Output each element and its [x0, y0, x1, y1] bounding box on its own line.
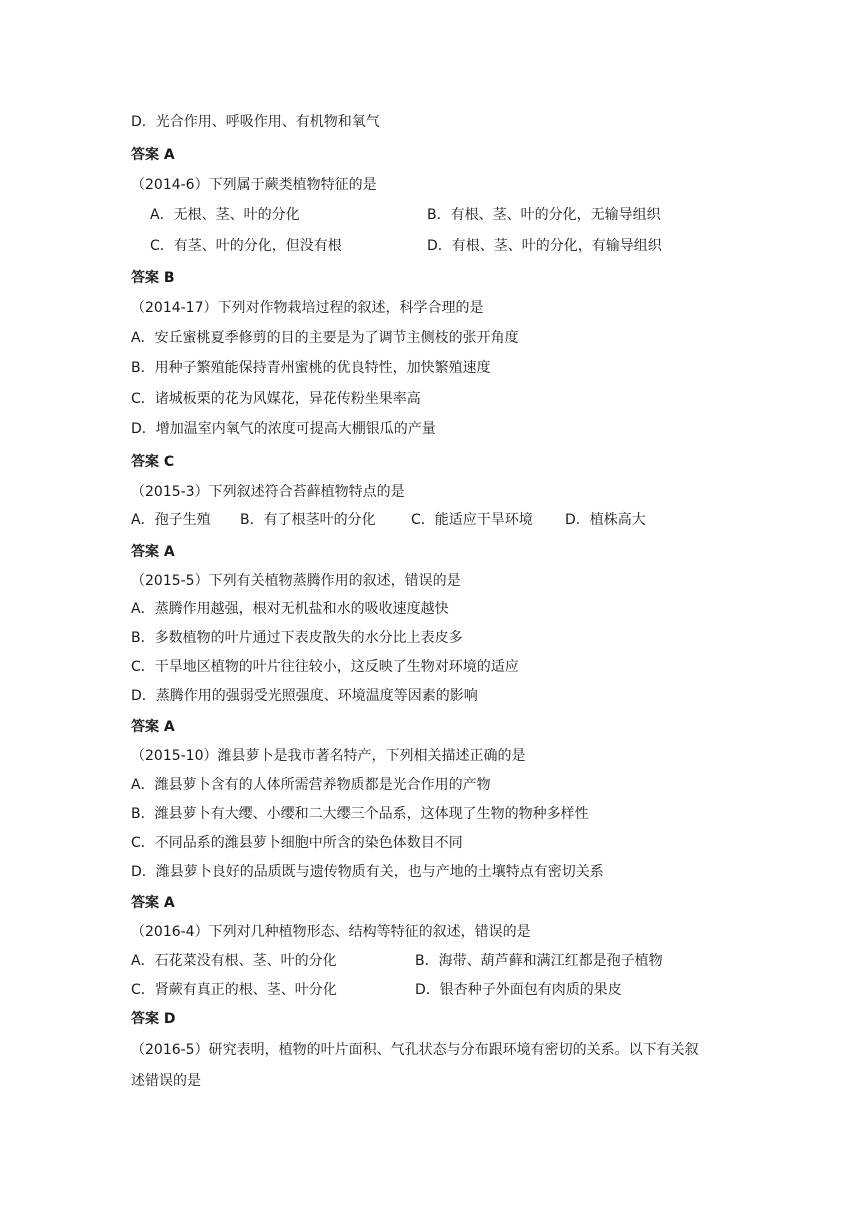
option-b: B．有根、茎、叶的分化，无输导组织 [427, 207, 661, 223]
option-b: B．用种子繁殖能保持青州蜜桃的优良特性，加快繁殖速度 [131, 360, 491, 376]
question-stem-continued: 述错误的是 [131, 1073, 201, 1089]
option-row [131, 951, 711, 971]
option-d: D．有根、茎、叶的分化，有输导组织 [427, 238, 662, 254]
option-row [131, 510, 691, 530]
option-d: D．增加温室内氧气的浓度可提高大棚银瓜的产量 [131, 421, 436, 437]
option-c: C．肾蕨有真正的根、茎、叶分化 [131, 982, 337, 998]
question-stem: （2014-6）下列属于蕨类植物特征的是 [131, 177, 377, 193]
question-stem: （2016-4）下列对几种植物形态、结构等特征的叙述，错误的是 [131, 924, 531, 940]
option-b: B．海带、葫芦藓和满江红都是孢子植物 [415, 953, 663, 969]
answer-line: 答案 A [131, 147, 175, 163]
option-c: C．不同品系的潍县萝卜细胞中所含的染色体数目不同 [131, 835, 463, 851]
question-stem: （2014-17）下列对作物栽培过程的叙述，科学合理的是 [131, 300, 484, 316]
option-c: C．能适应干旱环境 [411, 512, 533, 528]
option-a: A．石花菜没有根、茎、叶的分化 [131, 953, 337, 969]
answer-line: 答案 A [131, 895, 175, 911]
question-stem: （2015-5）下列有关植物蒸腾作用的叙述，错误的是 [131, 573, 461, 589]
option-a: A．无根、茎、叶的分化 [150, 207, 300, 223]
option-a: A．孢子生殖 [131, 512, 211, 528]
question-stem: （2015-3）下列叙述符合苔藓植物特点的是 [131, 484, 405, 500]
answer-line: 答案 A [131, 719, 175, 735]
option-d: D．潍县萝卜良好的品质既与遗传物质有关，也与产地的土壤特点有密切关系 [131, 864, 604, 880]
option-b: B．有了根茎叶的分化 [240, 512, 376, 528]
answer-line: 答案 A [131, 544, 175, 560]
option-a: A．潍县萝卜含有的人体所需营养物质都是光合作用的产物 [131, 777, 491, 793]
option-a: A．蒸腾作用越强，根对无机盐和水的吸收速度越快 [131, 601, 449, 617]
option-b: B．多数植物的叶片通过下表皮散失的水分比上表皮多 [131, 630, 463, 646]
answer-line: 答案 D [131, 1011, 176, 1027]
option-d: D．植株高大 [565, 512, 646, 528]
option-row [150, 205, 730, 225]
answer-line: 答案 C [131, 454, 175, 470]
option-d: D．蒸腾作用的强弱受光照强度、环境温度等因素的影响 [131, 688, 478, 704]
option-row [150, 236, 730, 256]
option-line: D．光合作用、呼吸作用、有机物和氧气 [131, 114, 380, 130]
option-d: D．银杏种子外面包有肉质的果皮 [415, 982, 622, 998]
answer-line: 答案 B [131, 270, 175, 286]
option-c: C．干旱地区植物的叶片往往较小，这反映了生物对环境的适应 [131, 659, 519, 675]
question-stem: （2016-5）研究表明，植物的叶片面积、气孔状态与分布跟环境有密切的关系。以下有关叙 [131, 1042, 699, 1058]
option-c: C．诸城板栗的花为风媒花，异花传粉坐果率高 [131, 391, 421, 407]
option-b: B．潍县萝卜有大缨、小缨和二大缨三个品系，这体现了生物的物种多样性 [131, 806, 589, 822]
option-c: C．有茎、叶的分化，但没有根 [150, 238, 342, 254]
option-a: A．安丘蜜桃夏季修剪的目的主要是为了调节主侧枝的张开角度 [131, 330, 519, 346]
question-stem: （2015-10）潍县萝卜是我市著名特产，下列相关描述正确的是 [131, 748, 526, 764]
option-row [131, 980, 711, 1000]
